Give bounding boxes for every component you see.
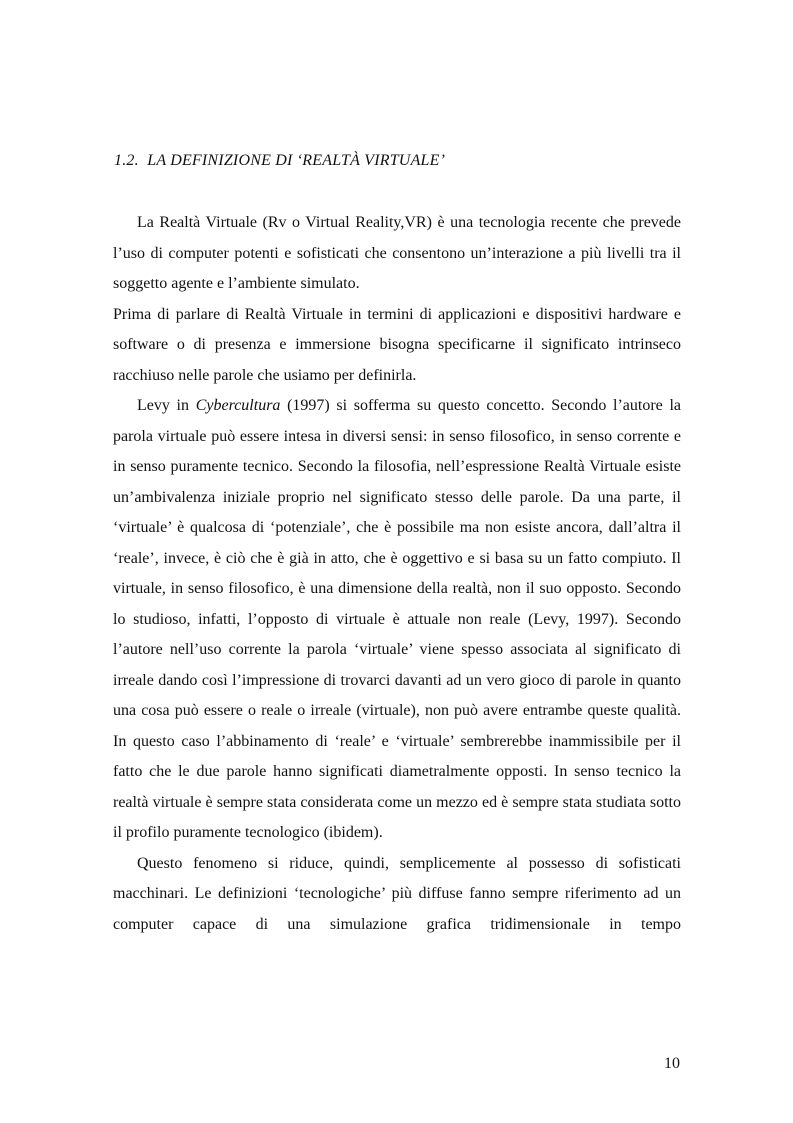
paragraph-3-lead: Levy in [137,397,196,414]
paragraph-1: La Realtà Virtuale (Rv o Virtual Reality,VR) è una tecnologia recente che prevede l’uso di computer potenti e sofisticati che consentono un’interazione a più livelli tra il soggetto agente e l’ambiente simulato. [113,214,681,292]
book-title: Cybercultura [195,397,281,414]
paragraph-2: Prima di parlare di Realtà Virtuale in termini di applicazioni e dispositivi hardware e software o di presenza e immersione bisogna specificarne il significato intrinseco racchiuso nelle parole che usiamo per definirla. [113,305,681,384]
paragraph-3-body: (1997) si sofferma su questo concetto. Secondo l’autore la parola virtuale può essere intesa in diversi sensi: in senso filosofico, in senso corrente e in senso puramente tecnico. Secondo la filosofia, nell’espressione Realtà Virtuale esiste un’ambivalenza iniziale proprio nel significato stesso delle parole. Da una parte, il ‘virtuale’ è qualcosa di ‘potenziale’, che è possibile ma non esiste ancora, dall’altra il ‘reale’, invece, è ciò che è già in atto, che è oggettivo e si basa su un fatto compiuto. Il virtuale, in senso filosofico, è una dimensione della realtà, non il suo opposto. Secondo lo studioso, infatti, l’opposto di virtuale è attuale non reale (Levy, 1997). Secondo l’autore nell’uso corrente la parola ‘virtuale’ viene spesso associata al significato di irreale dando così l’impressione di trovarci davanti ad un vero gioco di parole in quanto una cosa può essere o reale o irreale (virtuale), non può avere entrambe queste qualità. In questo caso l’abbinamento di ‘reale’ e ‘virtuale’ sembrerebbe inammissibile per il fatto che le due parole hanno significati diametralmente opposti. In senso tecnico la realtà virtuale è sempre stata considerata come un mezzo ed è sempre stata studiata sotto il profilo puramente tecnologico (ibidem). [113,397,681,841]
page-number: 10 [664,1055,680,1072]
section-heading [114,150,674,172]
section-title: LA DEFINIZIONE DI ‘REALTÀ VIRTUALE’ [147,152,446,169]
paragraph-4: Questo fenomeno si riduce, quindi, semplicemente al possesso di sofisticati macchinari. Le definizioni ‘tecnologiche’ più diffuse fanno sempre riferimento ad un computer capace di una simulazione grafica tridimensionale in tempo [113,854,681,933]
section-number: 1.2. [114,152,139,169]
paragraph-3 [113,391,681,849]
body-text [113,208,681,940]
